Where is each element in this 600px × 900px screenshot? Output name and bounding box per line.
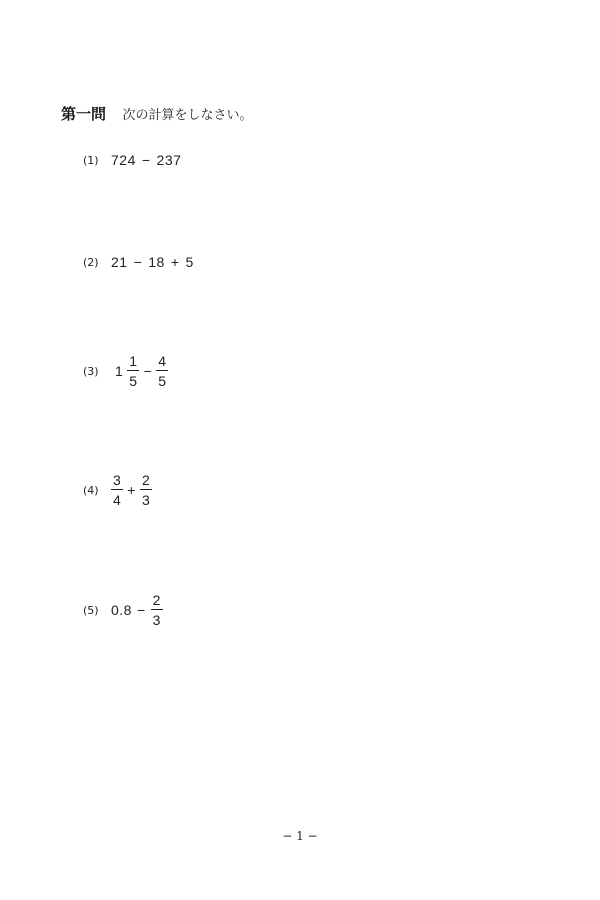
problem-number: (4) [83, 483, 99, 497]
operand: 5 [185, 254, 194, 270]
operand: 21 [111, 254, 128, 270]
section-instruction: 次の計算をしなさい。 [122, 108, 253, 123]
section-heading [61, 103, 252, 124]
problem-number: (1) [83, 153, 99, 167]
expression [109, 593, 165, 627]
fraction [140, 473, 152, 507]
operand: 724 [111, 152, 136, 168]
fraction [111, 473, 123, 507]
problem-2 [83, 254, 196, 270]
fraction-denominator: 3 [141, 492, 151, 508]
fraction [156, 354, 168, 388]
operator-minus: − [141, 152, 151, 168]
fraction-numerator: 4 [158, 353, 167, 369]
fraction-denominator: 4 [113, 492, 122, 508]
expression [109, 152, 183, 168]
mixed-whole: 1 [115, 363, 124, 379]
fraction-numerator: 3 [113, 472, 122, 488]
expression [109, 354, 171, 388]
fraction-denominator: 5 [129, 373, 138, 389]
expression [109, 254, 196, 270]
operand: 18 [148, 254, 165, 270]
problem-number: (2) [83, 255, 99, 269]
operator-minus: − [133, 254, 143, 270]
expression [109, 473, 154, 507]
section-label: 第一問 [61, 105, 107, 123]
problem-number: (3) [83, 364, 99, 378]
fraction-denominator: 3 [152, 612, 161, 628]
problem-3 [83, 354, 171, 388]
fraction-numerator: 2 [141, 472, 151, 488]
operand: 237 [156, 152, 182, 168]
page-number: − 1 − [282, 829, 318, 843]
operator-plus: + [170, 254, 180, 270]
fraction-numerator: 2 [152, 592, 161, 608]
problem-1 [83, 152, 183, 168]
fraction-numerator: 1 [129, 353, 138, 369]
operator-plus: + [127, 482, 136, 498]
operand: 0.8 [111, 602, 132, 618]
fraction [127, 354, 139, 388]
fraction [151, 593, 163, 627]
problem-5 [83, 593, 165, 627]
operator-minus: − [143, 363, 153, 379]
fraction-denominator: 5 [158, 373, 167, 389]
problem-number: (5) [83, 603, 99, 617]
problem-4 [83, 473, 154, 507]
operator-minus: − [136, 602, 146, 618]
